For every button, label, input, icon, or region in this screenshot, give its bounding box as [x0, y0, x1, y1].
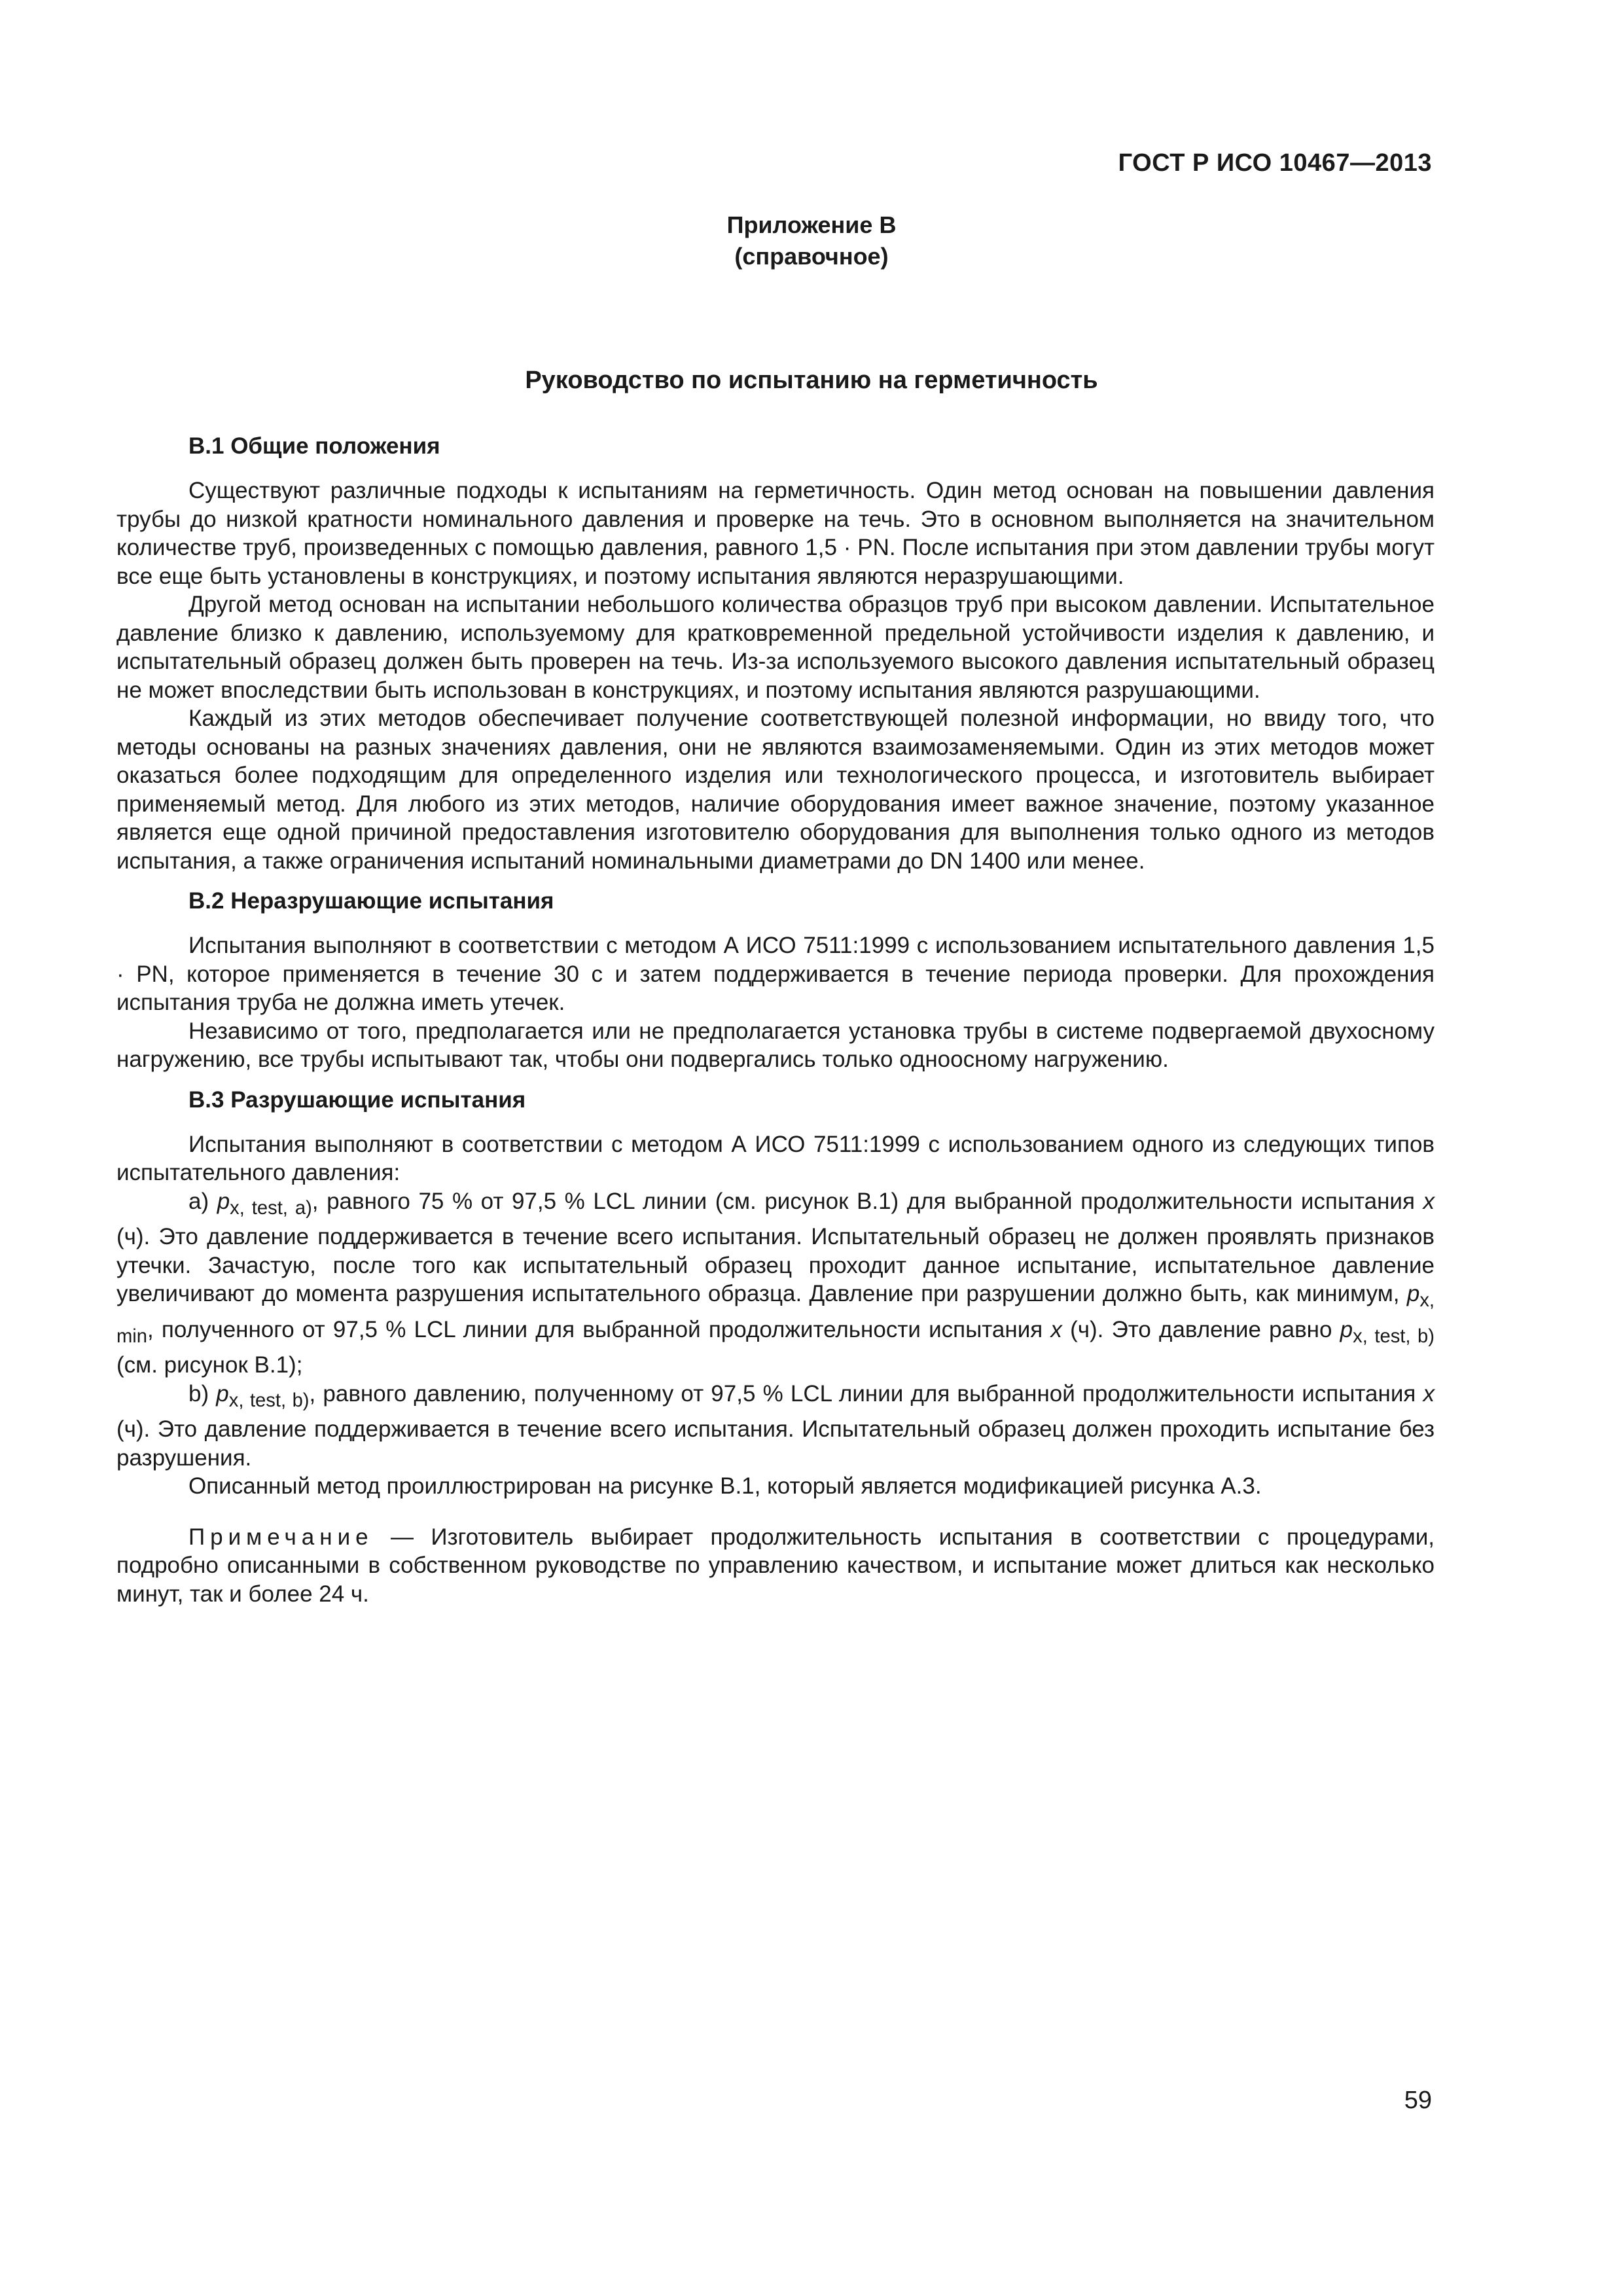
paragraph: Независимо от того, предполагается или не предполагается установка трубы в системе подвергаемой двухосному нагружению, все трубы испытывают так, чтобы они подвергались только одноосному нагружению. [116, 1018, 1435, 1072]
pressure-subscript: x, test, b) [228, 1390, 310, 1411]
paragraph: Испытания выполняют в соответствии с методом А ИСО 7511:1999 с использованием одного из следующих типов испытательного давления: [116, 1131, 1435, 1185]
pressure-symbol: p [1406, 1281, 1420, 1306]
appendix-type: (справочное) [734, 243, 889, 270]
note-label: Примечание [188, 1524, 374, 1550]
list-item-b [116, 1380, 1435, 1473]
list-item-a [116, 1187, 1435, 1380]
item-text: , полученного от 97,5 % LCL линии для выбранной продолжительности испытания [147, 1316, 1051, 1342]
item-text: (ч). Это давление равно [1061, 1316, 1340, 1342]
item-prefix: a) [188, 1188, 217, 1214]
item-text: , равного давлению, полученному от 97,5 % LCL линии для выбранной продолжительности испытания [309, 1380, 1423, 1407]
pressure-subscript: x, test, b) [1353, 1325, 1435, 1347]
appendix-heading [0, 209, 1623, 272]
paragraph: Другой метод основан на испытании небольшого количества образцов труб при высоком давлении. Испытательное давление близко к давлению, используемому для кратковременной предельной устойчивости изделия к давлению, и испытательный образец должен быть проверен на течь. Из-за используемого высокого давления испытательный образец не может впоследствии быть использован в конструкциях, и поэтому испытания являются разрушающими. [116, 592, 1435, 703]
pressure-symbol: p [217, 1188, 230, 1214]
page-number: 59 [1404, 2087, 1432, 2114]
section-heading-b1: В.1 Общие положения [188, 433, 440, 459]
document-body [116, 432, 1435, 1608]
note-text: — Изготовитель выбирает продолжительность испытания в соответствии с процедурами, подробно описанными в собственном руководстве по управлению качеством, и испытание может длиться как несколько минут, так и более 24 ч. [116, 1524, 1435, 1607]
item-text: (ч). Это давление поддерживается в течение всего испытания. Испытательный образец должен проходить испытание без разрушения. [116, 1416, 1435, 1471]
section-heading-b2: В.2 Неразрушающие испытания [188, 888, 554, 914]
pressure-symbol: p [1340, 1316, 1353, 1342]
duration-symbol: x [1423, 1380, 1435, 1407]
duration-symbol: x [1050, 1316, 1062, 1342]
pressure-symbol: p [216, 1380, 229, 1407]
standard-code: ГОСТ Р ИСО 10467—2013 [1118, 149, 1432, 177]
paragraph: Испытания выполняют в соответствии с методом А ИСО 7511:1999 с использованием испытательного давления 1,5 · PN, которое применяется в течение 30 с и затем поддерживается в течение периода проверки. Для прохождения испытания труба не должна иметь утечек. [116, 933, 1435, 1015]
pressure-subscript: x, test, a) [230, 1197, 312, 1219]
paragraph: Описанный метод проиллюстрирован на рисунке В.1, который является модификацией рисунка А.3. [188, 1473, 1262, 1499]
item-prefix: b) [188, 1380, 217, 1407]
pressure-subscript: x, min [116, 1290, 1435, 1347]
note [116, 1523, 1435, 1609]
item-text: (ч). Это давление поддерживается в течение всего испытания. Испытательный образец не должен проявлять признаков утечки. Зачастую, после того как испытательный образец проходит данное испытание, испытательное давление увеличивают до момента разрушения испытательного образца. Давление при разрушении должно быть, как минимум, [116, 1224, 1435, 1306]
appendix-label: Приложение В [726, 211, 897, 238]
section-heading-b3: В.3 Разрушающие испытания [188, 1086, 526, 1113]
duration-symbol: x [1423, 1188, 1435, 1214]
document-title: Руководство по испытанию на герметичность [525, 367, 1098, 394]
paragraph: Существуют различные подходы к испытаниям на герметичность. Один метод основан на повышении давления трубы до низкой кратности номинального давления и проверке на течь. Это в основном выполняется на значительном количестве труб, произведенных с помощью давления, равного 1,5 · PN. После испытания при этом давлении трубы могут все еще быть установлены в конструкциях, и поэтому испытания являются неразрушающими. [116, 478, 1435, 589]
item-text: (см. рисунок В.1); [116, 1352, 303, 1378]
item-text: , равного 75 % от 97,5 % LCL линии (см. рисунок В.1) для выбранной продолжительности испытания [312, 1188, 1423, 1214]
paragraph: Каждый из этих методов обеспечивает получение соответствующей полезной информации, но ввиду того, что методы основаны на разных значениях давления, они не являются взаимозаменяемыми. Один из этих методов может оказаться более подходящим для определенного изделия или технологического процесса, и изготовитель выбирает применяемый метод. Для любого из этих методов, наличие оборудования имеет важное значение, поэтому указанное является еще одной причиной предоставления изготовителю оборудования для выполнения только одного из методов испытания, а также ограничения испытаний номинальными диаметрами до DN 1400 или менее. [116, 706, 1435, 874]
